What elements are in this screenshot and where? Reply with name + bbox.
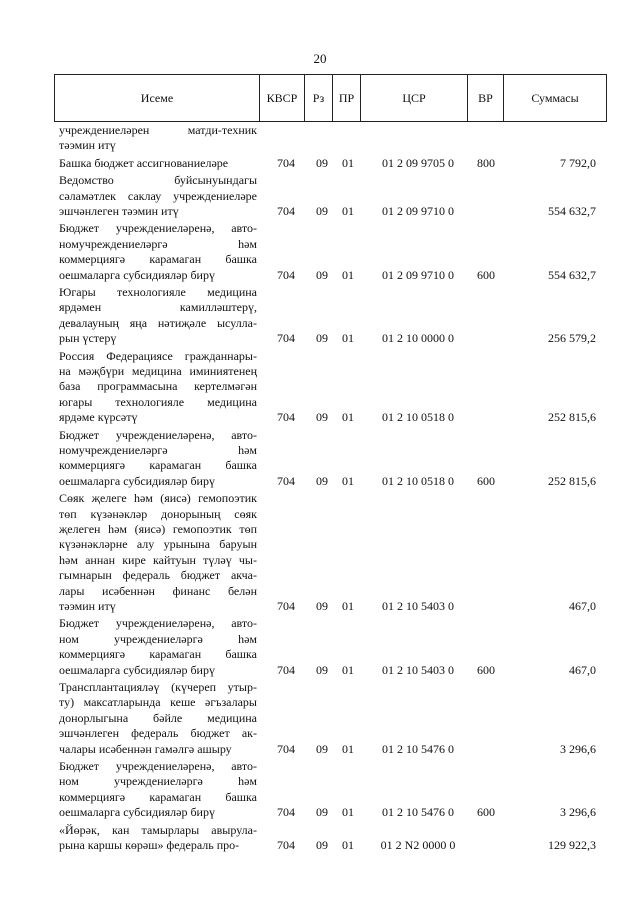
row-csr: 01 2 10 5476 0 [382, 805, 454, 820]
row-rz: 09 [316, 331, 328, 346]
row-csr: 01 2 10 0518 0 [382, 410, 454, 425]
table-row [0, 349, 640, 426]
row-vr: 600 [477, 267, 495, 282]
row-vr: 600 [477, 805, 495, 820]
row-name-line: сәламәтлек саклау учреждениеләре [59, 188, 257, 203]
row-name [59, 173, 257, 219]
row-kvsr: 704 [277, 805, 295, 820]
table-row [0, 823, 640, 854]
row-name-line: Бюджет учреждениеләренә, авто- [59, 427, 257, 442]
header-name: Исеме [55, 75, 260, 122]
row-name-line: ном учреждениеләргә һәм [59, 631, 257, 646]
row-csr: 01 2 10 5403 0 [382, 662, 454, 677]
row-name-line: Бюджет учреждениеләренә, авто- [59, 616, 257, 631]
table-row [0, 123, 640, 154]
table-row [0, 428, 640, 490]
row-name-line: база программасына кертелмәгән [59, 379, 257, 394]
row-csr: 01 2 10 5403 0 [382, 598, 454, 613]
page-number: 20 [313, 51, 327, 66]
row-kvsr: 704 [277, 473, 295, 488]
row-rz: 09 [316, 598, 328, 613]
row-kvsr: 704 [277, 410, 295, 425]
row-name-line: донорлыгына бәйле медицина [59, 710, 257, 725]
row-name [59, 680, 257, 757]
row-name-line: оешмаларга субсидияләр бирү [59, 662, 215, 677]
row-rz: 09 [316, 837, 328, 852]
row-name-line: күзәнәкләрне алу урынына баруын [59, 537, 257, 552]
row-name-line: Сөяк җелеге һәм (яисә) гемопоэтик [59, 491, 257, 506]
header-sum: Суммасы [504, 75, 607, 122]
table-row [0, 221, 640, 283]
row-csr: 01 2 09 9705 0 [382, 155, 454, 170]
row-vr: 800 [477, 155, 495, 170]
row-kvsr: 704 [277, 203, 295, 218]
row-sum: 3 296,6 [560, 741, 596, 756]
row-sum: 554 632,7 [548, 203, 596, 218]
row-name-line: Бюджет учреждениеләренә, авто- [59, 759, 257, 773]
row-pr: 01 [342, 473, 354, 488]
row-vr: 600 [477, 473, 495, 488]
row-pr: 01 [342, 331, 354, 346]
row-pr: 01 [342, 598, 354, 613]
row-sum: 467,0 [569, 598, 596, 613]
row-rz: 09 [316, 155, 328, 170]
table-row [0, 156, 640, 171]
row-sum: 129 922,3 [548, 837, 596, 852]
row-pr: 01 [342, 203, 354, 218]
row-kvsr: 704 [277, 741, 295, 756]
row-rz: 09 [316, 662, 328, 677]
row-sum: 7 792,0 [560, 155, 596, 170]
row-sum: 3 296,6 [560, 805, 596, 820]
row-name-line: рына каршы көрәш» федераль про- [59, 837, 240, 852]
row-name-line: коммерциягә карамаган башка [59, 647, 257, 662]
row-name-line: Россия Федерациясе гражданнары- [59, 348, 257, 363]
row-name [59, 823, 257, 854]
row-pr: 01 [342, 267, 354, 282]
row-name-line: эшчәнлеген тәэмин итү [59, 203, 179, 218]
row-csr: 01 2 10 5476 0 [382, 741, 454, 756]
row-name-line: чалары исәбеннән гамәлгә ашыру [59, 741, 232, 756]
row-name-line: оешмаларга субсидияләр бирү [59, 805, 215, 820]
header-pr: ПР [333, 75, 361, 122]
row-name-line: коммерциягә карамаган башка [59, 252, 257, 267]
row-name [59, 491, 257, 614]
row-name-line: учреждениеләрен матди-техник [59, 123, 257, 137]
row-csr: 01 2 10 0000 0 [382, 331, 454, 346]
row-name-line: төп күзәнәкләр донорының сөяк [59, 506, 257, 521]
header-kvsr: КВСР [260, 75, 305, 122]
row-sum: 467,0 [569, 662, 596, 677]
row-pr: 01 [342, 662, 354, 677]
row-name-line: гымнарын федераль бюджет акча- [59, 568, 257, 583]
row-name-line: ярдәме күрсәтү [59, 410, 138, 425]
row-name-line: эшчәнлеген федераль бюджет ак- [59, 726, 257, 741]
row-name-line: номучреждениеләргә һәм [59, 236, 257, 251]
row-pr: 01 [342, 805, 354, 820]
row-name-line: коммерциягә карамаган башка [59, 458, 257, 473]
row-name-line: Ведомство буйсынуындагы [59, 173, 257, 188]
row-name-line: оешмаларга субсидияләр бирү [59, 267, 215, 282]
row-name-line: оешмаларга субсидияләр бирү [59, 473, 215, 488]
row-name [59, 616, 257, 678]
row-kvsr: 704 [277, 662, 295, 677]
row-name-line: девалауның яңа нәтиҗәле ысулла- [59, 315, 257, 330]
row-kvsr: 704 [277, 598, 295, 613]
row-name-line: Башка бюджет ассигнованиеләре [59, 155, 229, 170]
row-name-line: тәэмин итү [59, 598, 116, 613]
row-name-line: коммерциягә карамаган башка [59, 789, 257, 804]
row-csr: 01 2 09 9710 0 [382, 267, 454, 282]
row-name-line: ном учреждениеләргә һәм [59, 774, 257, 789]
row-name [59, 123, 257, 154]
row-rz: 09 [316, 267, 328, 282]
header-csr: ЦСР [361, 75, 468, 122]
row-name [59, 349, 257, 426]
row-pr: 01 [342, 410, 354, 425]
row-rz: 09 [316, 741, 328, 756]
row-csr: 01 2 10 0518 0 [382, 473, 454, 488]
row-name-line: югары технологияле медицина [59, 394, 257, 409]
row-kvsr: 704 [277, 837, 295, 852]
row-name [59, 221, 257, 283]
row-sum: 252 815,6 [548, 473, 596, 488]
row-name-line: Бюджет учреждениеләренә, авто- [59, 221, 257, 236]
row-rz: 09 [316, 805, 328, 820]
row-rz: 09 [316, 473, 328, 488]
row-vr: 600 [477, 662, 495, 677]
header-rz: Рз [305, 75, 333, 122]
row-sum: 554 632,7 [548, 267, 596, 282]
row-csr: 01 2 N2 0000 0 [380, 837, 456, 852]
table-row [0, 680, 640, 757]
table-row [0, 173, 640, 219]
row-pr: 01 [342, 741, 354, 756]
row-name [59, 759, 257, 821]
row-name [59, 156, 257, 171]
row-name-line: «Йөрәк, кан тамырлары авырула- [59, 822, 257, 837]
row-kvsr: 704 [277, 155, 295, 170]
table-row [0, 616, 640, 678]
row-name [59, 428, 257, 490]
table-row [0, 491, 640, 614]
row-rz: 09 [316, 203, 328, 218]
table-row [0, 759, 640, 821]
row-pr: 01 [342, 837, 354, 852]
row-name-line: тәэмин итү [59, 138, 116, 153]
row-name-line: җелеген һәм (яисә) гемопоэтик төп [59, 521, 257, 536]
row-kvsr: 704 [277, 331, 295, 346]
row-csr: 01 2 09 9710 0 [382, 203, 454, 218]
row-name-line: номучреждениеләргә һәм [59, 442, 257, 457]
row-name-line: лары исәбеннән финанс белән [59, 583, 257, 598]
row-sum: 256 579,2 [548, 331, 596, 346]
row-name [59, 285, 257, 347]
row-name-line: ярдәмен камилләштерү, [59, 300, 257, 315]
row-name-line: Югары технологияле медицина [59, 285, 257, 299]
row-sum: 252 815,6 [548, 410, 596, 425]
row-rz: 09 [316, 410, 328, 425]
row-pr: 01 [342, 155, 354, 170]
row-name-line: ту) максатларында кеше әгъзалары [59, 695, 257, 710]
row-kvsr: 704 [277, 267, 295, 282]
row-name-line: на мәҗбүри медицина иминиятенең [59, 363, 257, 378]
row-name-line: Трансплантацияләү (күчереп утыр- [59, 680, 257, 694]
table-row [0, 285, 640, 347]
row-name-line: һәм аннан кире кайтуын түләү чы- [59, 552, 257, 567]
row-name-line: рын үстерү [59, 331, 117, 346]
header-vr: ВР [468, 75, 504, 122]
